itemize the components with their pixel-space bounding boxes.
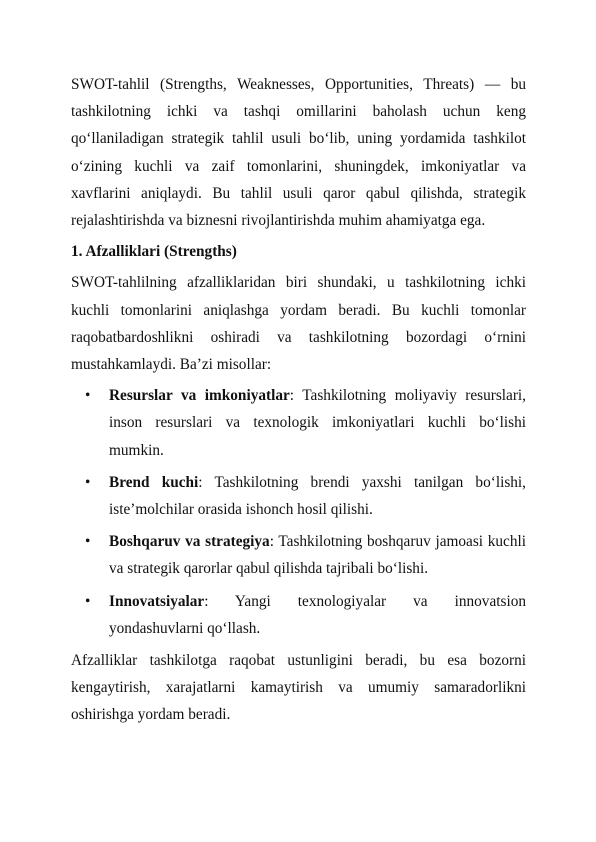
conclusion-paragraph: Afzalliklar tashkilotga raqobat ustunligini beradi, bu esa bozorni kengaytirish, xarajatlarni kamaytirish va umumiy samaradorlikni oshirishga yordam beradi. xyxy=(71,652,526,724)
strengths-list xyxy=(71,382,526,642)
list-item xyxy=(71,382,526,464)
bullet-icon: • xyxy=(85,387,91,405)
list-item-text: : Yangi texnologiyalar va innovatsion yondashuvlarni qo‘llash. xyxy=(109,592,526,637)
section-intro-paragraph: SWOT-tahlilning afzalliklaridan biri shundaki, u tashkilotning ichki kuchli tomonlarini aniqlashga yordam beradi. Bu kuchli tomonlar raqobatbardoshlikni oshiradi va tashkilotning bozordagi o‘rnini mustahkamlaydi. Ba’zi misollar: xyxy=(71,274,526,374)
list-item xyxy=(71,528,526,582)
bullet-icon: • xyxy=(85,473,91,491)
bullet-icon: • xyxy=(85,533,91,551)
list-item-term: Innovatsiyalar xyxy=(109,592,205,610)
list-item-text: : Tashkilotning brendi yaxshi tanilgan bo‘lishi, iste’molchilar orasida ishonch hosil qilishi. xyxy=(109,473,526,519)
list-item-text: : Tashkilotning moliyaviy resurslari, inson resurslari va texnologik imkoniyatlari kuchli bo‘lishi mumkin. xyxy=(109,387,526,459)
list-item-term: Boshqaruv va strategiya xyxy=(109,533,270,551)
bullet-icon: • xyxy=(85,592,91,610)
section-heading: 1. Afzalliklari (Strengths) xyxy=(71,243,237,261)
document-page xyxy=(71,71,526,729)
list-item xyxy=(71,588,526,642)
list-item-term: Brend kuchi xyxy=(109,473,199,491)
list-item-text: : Tashkilotning boshqaruv jamoasi kuchli va strategik qarorlar qabul qilishda tajribali bo‘lishi. xyxy=(109,533,526,578)
list-item xyxy=(71,469,526,523)
list-item-term: Resurslar va imkoniyatlar xyxy=(109,387,290,405)
intro-paragraph: SWOT-tahlil (Strengths, Weaknesses, Opportunities, Threats) — bu tashkilotning ichki va tashqi omillarini baholash uchun keng qo‘llaniladigan strategik tahlil usuli bo‘lib, uning yordamida tashkilot o‘zining kuchli va zaif tomonlarini, shuningdek, imkoniyatlar va xavflarini aniqlaydi. Bu tahlil usuli qaror qabul qilishda, strategik rejalashtirishda va biznesni rivojlantirishda muhim ahamiyatga ega. xyxy=(71,76,526,230)
